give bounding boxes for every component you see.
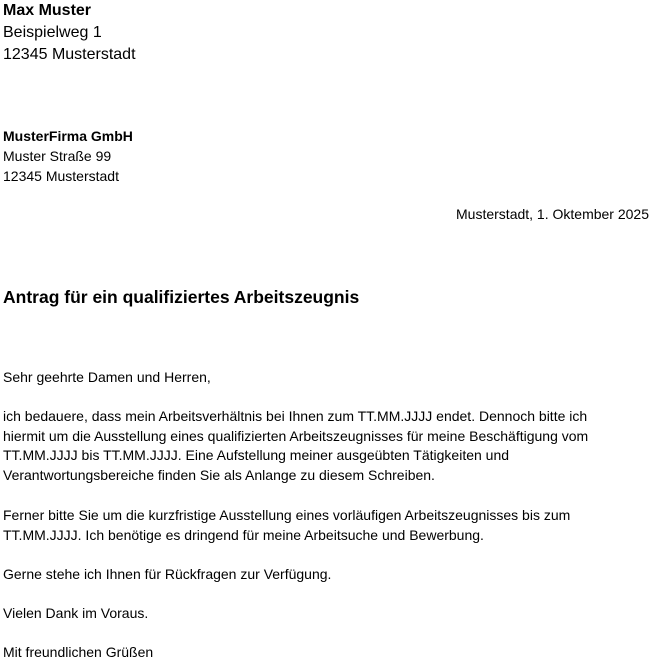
paragraph-line: TT.MM.JJJJ bis TT.MM.JJJJ. Eine Aufstellung meiner ausgeübten Tätigkeiten und <box>3 447 510 464</box>
paragraph-questions <box>3 565 643 585</box>
salutation <box>3 368 643 388</box>
sender-street: Beispielweg 1 <box>3 24 102 41</box>
recipient-company: MusterFirma GmbH <box>3 128 133 144</box>
paragraph-request <box>3 407 643 485</box>
sender-name: Max Muster <box>3 2 92 19</box>
paragraph-line: Verantwortungsbereiche finden Sie als Anlange zu diesem Schreiben. <box>3 466 435 483</box>
paragraph-interim <box>3 506 643 545</box>
recipient-city: 12345 Musterstadt <box>3 168 119 184</box>
letter-subject: Antrag für ein qualifiziertes Arbeitszeugnis <box>3 287 360 307</box>
closing-text: Mit freundlichen Grüßen <box>3 644 154 660</box>
sender-address <box>3 0 136 66</box>
closing <box>3 643 643 663</box>
paragraph-text: Gerne stehe ich Ihnen für Rückfragen zur Verfügung. <box>3 566 332 582</box>
paragraph-line: hiermit um die Ausstellung eines qualifizierten Arbeitszeugnisses für meine Beschäftigung vom <box>3 427 589 444</box>
paragraph-thanks <box>3 604 643 624</box>
paragraph-text: Vielen Dank im Voraus. <box>3 605 149 621</box>
paragraph-line: TT.MM.JJJJ. Ich benötige es dringend für meine Arbeitsuche und Bewerbung. <box>3 526 484 543</box>
sender-city: 12345 Musterstadt <box>3 46 136 63</box>
paragraph-line: Ferner bitte Sie um die kurzfristige Ausstellung eines vorläufigen Arbeitszeugnisses bis zum <box>3 507 571 523</box>
recipient-street: Muster Straße 99 <box>3 148 112 164</box>
salutation-text: Sehr geehrte Damen und Herren, <box>3 369 211 385</box>
paragraph-line: ich bedauere, dass mein Arbeitsverhältnis bei Ihnen zum TT.MM.JJJJ endet. Dennoch bitte ich <box>3 408 588 424</box>
recipient-address <box>3 126 133 186</box>
letter-date: Musterstadt, 1. Oktember 2025 <box>456 206 649 222</box>
